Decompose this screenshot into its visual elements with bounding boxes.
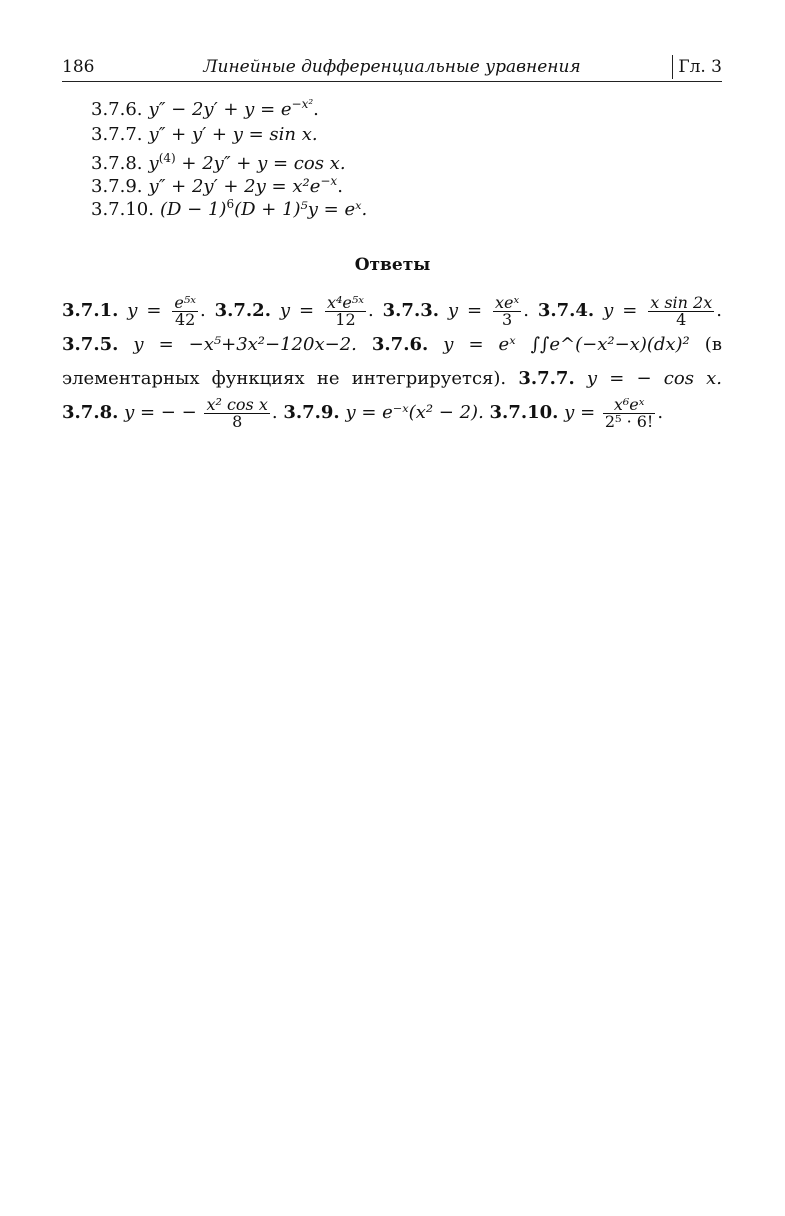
chapter-title: Линейные дифференциальные уравнения [203,57,581,77]
exercise-3-7-8: 3.7.8. $y^{(4)} + 2y'' + y = \cos x$. [91,151,346,174]
fraction: $\frac{\text{x sin 2x}}{4}$ [650,292,713,329]
answer-label: 3.7.3. [382,300,439,321]
answer-label: 3.7.6. [371,334,429,355]
page-number: 186 [62,57,95,77]
answer-label: 3.7.10. [489,402,559,423]
exercise-3-7-6: 3.7.6. $y'' - 2y' + y = e^{-x^2}$. [91,97,319,120]
answer-label: 3.7.8. [62,402,119,423]
exercise-3-7-7: 3.7.7. y″ + y′ + y = sin x. [91,124,318,145]
answers-paragraph: 3.7.1. y = $\frac{\text{e⁵ˣ}}{42}$ . 3.7.2. y = $\frac{\text{x⁴e⁵ˣ}}{12}$ . 3.7.3. y = $\frac{\text{xeˣ}}{3}$ . 3.7.4. y = $\frac{\text{x sin 2x}}{4}$ . 3.7.5. y = −x⁵+3x²−120x−2. 3.7.6. y = eˣ ∫∫e^(−x²−x)(dx)² (в элементарных функциях не интегрируется). 3.7.7. y = − cos x. 3.7.8. y = − − $\frac{\text{x² cos x}}{8}$ . 3.7.9. y = e⁻ˣ(x² − 2). 3.7.10. y = $\frac{\text{x⁶eˣ}}{\text{2⁵ · 6!}}$ . [62,292,722,431]
fraction: $\frac{\text{xeˣ}}{3}$ [495,292,520,329]
answer-label: 3.7.9. [283,402,340,423]
exercise-3-7-10: 3.7.10. $(D - 1)^6(D + 1)^5y$ = eˣ. [91,197,368,220]
answer-label: 3.7.7. [518,368,575,389]
answer-label: 3.7.1. [62,300,119,321]
answer-label: 3.7.2. [214,300,271,321]
answer-label: 3.7.5. [62,334,119,355]
fraction: $\frac{\text{x² cos x}}{8}$ [206,394,268,431]
exercise-3-7-9: 3.7.9. $y'' + 2y' + 2y = x^2e^{-x}$. [91,174,343,197]
answer-label: 3.7.4. [537,300,595,321]
running-header [62,57,722,82]
fraction: $\frac{\text{x⁴e⁵ˣ}}{12}$ [326,292,364,329]
answers-heading: Ответы [354,255,431,275]
fraction: $\frac{\text{e⁵ˣ}}{42}$ [174,292,196,329]
chapter-number: Гл. 3 [678,57,722,77]
fraction: $\frac{\text{x⁶eˣ}}{\text{2⁵ · 6!}}$ [604,394,654,431]
